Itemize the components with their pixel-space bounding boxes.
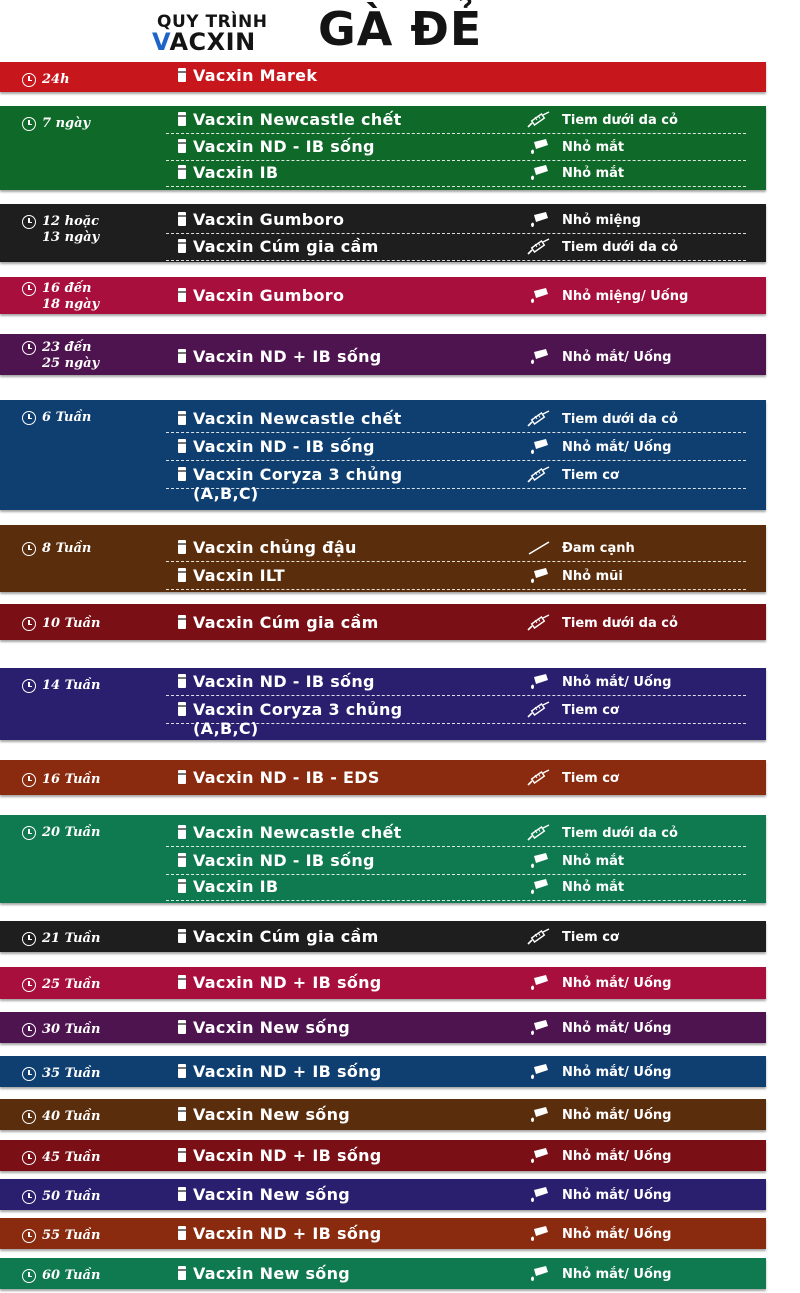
schedule-band bbox=[0, 62, 766, 92]
vaccine-label bbox=[178, 437, 375, 456]
header-line2-v: V bbox=[152, 28, 170, 56]
dropper-icon bbox=[526, 1225, 552, 1243]
vial-icon bbox=[178, 112, 186, 126]
method-label bbox=[526, 466, 619, 484]
method-text: Tiem dưới da cỏ bbox=[562, 239, 678, 255]
day-text: 20 Tuần bbox=[42, 825, 101, 840]
vaccine-name: Vacxin New sống bbox=[193, 1018, 351, 1037]
vaccine-label bbox=[178, 1146, 382, 1165]
syringe-icon bbox=[526, 824, 552, 842]
needle-stick-icon bbox=[526, 539, 552, 557]
day-text: 40 Tuần bbox=[42, 1109, 101, 1124]
vaccine-name: Vacxin ILT bbox=[193, 566, 285, 585]
vaccine-name: Vacxin Newcastle chết bbox=[193, 110, 402, 129]
vial-icon bbox=[178, 1064, 186, 1078]
vaccine-name: Vacxin Gumboro bbox=[193, 210, 345, 229]
clock-icon bbox=[22, 73, 36, 87]
vaccine-label bbox=[178, 566, 285, 585]
vaccine-name: Vacxin Cúm gia cầm bbox=[193, 613, 379, 632]
schedule-band bbox=[0, 204, 766, 262]
vial-icon bbox=[178, 540, 186, 554]
clock-icon bbox=[22, 282, 36, 296]
method-text: Nhỏ mắt bbox=[562, 879, 625, 895]
method-text: Tiem dưới da cỏ bbox=[562, 825, 678, 841]
dropper-icon bbox=[526, 138, 552, 156]
clock-icon bbox=[22, 1067, 36, 1081]
vaccine-row bbox=[166, 1017, 746, 1041]
day-text: 45 Tuần bbox=[42, 1150, 101, 1165]
dropper-icon bbox=[526, 1063, 552, 1081]
vaccine-name: Vacxin Gumboro bbox=[193, 286, 345, 305]
day-text: 21 Tuần bbox=[42, 931, 101, 946]
schedule-band bbox=[0, 760, 766, 795]
schedule-band bbox=[0, 1056, 766, 1087]
clock-icon bbox=[22, 773, 36, 787]
vaccine-label bbox=[178, 110, 402, 129]
vaccine-name: Vacxin Marek bbox=[193, 66, 318, 85]
clock-icon bbox=[22, 1023, 36, 1037]
clock-icon bbox=[22, 1269, 36, 1283]
day-label bbox=[22, 931, 100, 947]
vial-icon bbox=[178, 674, 186, 688]
clock-icon bbox=[22, 1110, 36, 1124]
day-text: 35 Tuần bbox=[42, 1066, 101, 1081]
syringe-icon bbox=[526, 410, 552, 428]
syringe-icon bbox=[526, 238, 552, 256]
vaccine-label bbox=[178, 210, 344, 229]
day-label bbox=[22, 616, 100, 632]
method-label bbox=[526, 567, 623, 585]
vaccine-row bbox=[166, 1184, 746, 1208]
day-text: 60 Tuần bbox=[42, 1268, 101, 1283]
schedule-band bbox=[0, 1140, 766, 1171]
clock-icon bbox=[22, 215, 36, 229]
syringe-icon bbox=[526, 769, 552, 787]
vaccine-name: Vacxin ND - IB sống bbox=[193, 851, 375, 870]
method-label bbox=[526, 673, 671, 691]
dropper-icon bbox=[526, 1147, 552, 1165]
method-label bbox=[526, 614, 678, 632]
dropper-icon bbox=[526, 287, 552, 305]
clock-icon bbox=[22, 1151, 36, 1165]
syringe-icon bbox=[526, 928, 552, 946]
vaccine-name: Vacxin ND - IB sống bbox=[193, 437, 375, 456]
dropper-icon bbox=[526, 878, 552, 896]
method-text: Nhỏ mắt/ Uống bbox=[562, 1020, 672, 1036]
vial-icon bbox=[178, 68, 186, 82]
syringe-icon bbox=[526, 111, 552, 129]
method-text: Nhỏ mắt/ Uống bbox=[562, 674, 672, 690]
vaccine-row bbox=[166, 1223, 746, 1247]
vaccine-label bbox=[178, 163, 278, 182]
header-line2 bbox=[152, 28, 256, 56]
vaccine-name: Vacxin ND + IB sống bbox=[193, 347, 382, 366]
method-label bbox=[526, 410, 678, 428]
method-label bbox=[526, 1225, 671, 1243]
schedule-band bbox=[0, 1258, 766, 1289]
day-label bbox=[22, 340, 99, 372]
day-label bbox=[22, 1109, 100, 1125]
vial-icon bbox=[178, 439, 186, 453]
vial-icon bbox=[178, 1020, 186, 1034]
vaccine-row bbox=[166, 1145, 746, 1169]
day-text: 14 Tuần bbox=[42, 678, 101, 693]
dropper-icon bbox=[526, 673, 552, 691]
schedule-band bbox=[0, 277, 766, 314]
day-text: 23 đến 25 ngày bbox=[42, 340, 100, 371]
day-text: 10 Tuần bbox=[42, 616, 101, 631]
method-text: Nhỏ mắt bbox=[562, 165, 625, 181]
vaccine-row bbox=[166, 612, 746, 636]
day-label bbox=[22, 678, 100, 694]
vaccine-row bbox=[166, 1104, 746, 1128]
vaccine-label bbox=[178, 927, 379, 946]
schedule-band bbox=[0, 921, 766, 952]
vaccine-row bbox=[166, 65, 746, 89]
dropper-icon bbox=[526, 211, 552, 229]
day-label bbox=[22, 72, 70, 88]
vaccine-name: Vacxin chủng đậu bbox=[193, 538, 357, 557]
day-text: 8 Tuần bbox=[42, 541, 92, 556]
clock-icon bbox=[22, 617, 36, 631]
clock-icon bbox=[22, 411, 36, 425]
vaccine-label bbox=[178, 851, 375, 870]
day-label bbox=[22, 116, 90, 132]
day-label bbox=[22, 1150, 100, 1166]
method-label bbox=[526, 974, 671, 992]
vial-icon bbox=[178, 975, 186, 989]
vaccine-row bbox=[166, 346, 746, 370]
clock-icon bbox=[22, 679, 36, 693]
schedule-band bbox=[0, 1218, 766, 1249]
day-text: 16 đến 18 ngày bbox=[42, 281, 100, 312]
day-label bbox=[22, 1268, 100, 1284]
vaccine-row bbox=[166, 537, 746, 562]
vaccine-row bbox=[166, 464, 746, 503]
method-label bbox=[526, 769, 619, 787]
vial-icon bbox=[178, 212, 186, 226]
vaccine-row bbox=[166, 850, 746, 875]
clock-icon bbox=[22, 542, 36, 556]
vial-icon bbox=[178, 879, 186, 893]
vaccine-name: Vacxin ND + IB sống bbox=[193, 1062, 382, 1081]
dropper-icon bbox=[526, 1265, 552, 1283]
method-label bbox=[526, 928, 619, 946]
day-label bbox=[22, 772, 100, 788]
vaccine-row bbox=[166, 972, 746, 996]
syringe-icon bbox=[526, 614, 552, 632]
vial-icon bbox=[178, 288, 186, 302]
vial-icon bbox=[178, 165, 186, 179]
day-label bbox=[22, 1066, 100, 1082]
method-label bbox=[526, 348, 671, 366]
method-label bbox=[526, 1147, 671, 1165]
vaccine-row bbox=[166, 408, 746, 433]
day-text: 16 Tuần bbox=[42, 772, 101, 787]
method-label bbox=[526, 1063, 671, 1081]
day-label bbox=[22, 1228, 100, 1244]
schedule-band bbox=[0, 334, 766, 375]
vaccine-row bbox=[166, 876, 746, 901]
vaccine-label bbox=[178, 1264, 350, 1283]
vaccine-label bbox=[178, 286, 344, 305]
method-label bbox=[526, 1106, 671, 1124]
method-text: Nhỏ mắt bbox=[562, 853, 625, 869]
vaccine-name: Vacxin ND - IB - EDS bbox=[193, 768, 380, 787]
method-text: Nhỏ mắt/ Uống bbox=[562, 1266, 672, 1282]
vaccine-label bbox=[178, 973, 382, 992]
vaccine-row bbox=[166, 285, 746, 309]
method-text: Đam cạnh bbox=[562, 540, 635, 556]
vaccine-name: Vacxin Cúm gia cầm bbox=[193, 927, 379, 946]
clock-icon bbox=[22, 932, 36, 946]
vaccine-label bbox=[178, 823, 402, 842]
vaccine-label bbox=[178, 347, 382, 366]
schedule-band bbox=[0, 967, 766, 999]
vaccine-row bbox=[166, 1263, 746, 1287]
method-text: Nhỏ mắt/ Uống bbox=[562, 1187, 672, 1203]
vial-icon bbox=[178, 239, 186, 253]
method-label bbox=[526, 438, 671, 456]
method-text: Nhỏ mắt/ Uống bbox=[562, 975, 672, 991]
dropper-icon bbox=[526, 438, 552, 456]
dropper-icon bbox=[526, 852, 552, 870]
clock-icon bbox=[22, 341, 36, 355]
vial-icon bbox=[178, 1187, 186, 1201]
vaccine-label bbox=[178, 137, 375, 156]
method-label bbox=[526, 211, 641, 229]
method-text: Nhỏ mắt/ Uống bbox=[562, 1226, 672, 1242]
schedule-band bbox=[0, 668, 766, 740]
vial-icon bbox=[178, 1226, 186, 1240]
method-text: Nhỏ mắt/ Uống bbox=[562, 1148, 672, 1164]
vaccine-row bbox=[166, 767, 746, 791]
method-text: Nhỏ mắt/ Uống bbox=[562, 349, 672, 365]
method-text: Nhỏ miệng bbox=[562, 212, 641, 228]
vaccine-row bbox=[166, 209, 746, 234]
vaccine-label bbox=[178, 66, 317, 85]
day-text: 7 ngày bbox=[42, 116, 91, 131]
method-text: Tiem dưới da cỏ bbox=[562, 112, 678, 128]
schedule-band bbox=[0, 400, 766, 510]
vaccine-name: Vacxin Coryza 3 chủng (A,B,C) bbox=[193, 700, 403, 738]
day-label bbox=[22, 410, 91, 426]
vaccine-label bbox=[178, 1062, 382, 1081]
vaccine-row bbox=[166, 109, 746, 134]
method-label bbox=[526, 238, 678, 256]
method-label bbox=[526, 878, 624, 896]
schedule-band bbox=[0, 604, 766, 640]
schedule-band bbox=[0, 1179, 766, 1210]
vial-icon bbox=[178, 770, 186, 784]
vaccine-name: Vacxin Newcastle chết bbox=[193, 823, 402, 842]
vaccine-name: Vacxin ND - IB sống bbox=[193, 137, 375, 156]
vaccine-name: Vacxin Coryza 3 chủng (A,B,C) bbox=[193, 465, 403, 503]
vaccine-row bbox=[166, 1061, 746, 1085]
day-text: 24h bbox=[42, 72, 70, 87]
dropper-icon bbox=[526, 974, 552, 992]
schedule-band bbox=[0, 1012, 766, 1043]
vial-icon bbox=[178, 349, 186, 363]
vaccine-row bbox=[166, 436, 746, 461]
method-label bbox=[526, 287, 688, 305]
vaccine-label bbox=[178, 409, 402, 428]
method-text: Nhỏ mắt/ Uống bbox=[562, 1107, 672, 1123]
method-text: Nhỏ mắt/ Uống bbox=[562, 439, 672, 455]
vaccine-row bbox=[166, 822, 746, 847]
day-label bbox=[22, 214, 99, 246]
method-label bbox=[526, 111, 678, 129]
method-label bbox=[526, 1186, 671, 1204]
method-text: Tiem cơ bbox=[562, 770, 619, 786]
method-text: Tiem dưới da cỏ bbox=[562, 615, 678, 631]
vial-icon bbox=[178, 825, 186, 839]
vaccine-name: Vacxin IB bbox=[193, 163, 279, 182]
vaccine-label bbox=[178, 237, 379, 256]
vial-icon bbox=[178, 853, 186, 867]
method-text: Nhỏ mũi bbox=[562, 568, 623, 584]
vaccine-row bbox=[166, 136, 746, 161]
header-line1: QUY TRÌNH bbox=[157, 12, 268, 32]
method-label bbox=[526, 1019, 671, 1037]
vial-icon bbox=[178, 1148, 186, 1162]
day-text: 30 Tuần bbox=[42, 1022, 101, 1037]
method-text: Nhỏ mắt bbox=[562, 139, 625, 155]
method-label bbox=[526, 539, 635, 557]
vaccine-label bbox=[178, 613, 379, 632]
dropper-icon bbox=[526, 348, 552, 366]
vaccine-label bbox=[178, 1018, 350, 1037]
dropper-icon bbox=[526, 164, 552, 182]
day-text: 50 Tuần bbox=[42, 1189, 101, 1204]
vaccine-row bbox=[166, 699, 746, 738]
day-label bbox=[22, 281, 99, 313]
day-text: 12 hoặc 13 ngày bbox=[42, 214, 100, 245]
day-label bbox=[22, 541, 91, 557]
vaccine-row bbox=[166, 565, 746, 590]
vaccine-label bbox=[178, 700, 402, 738]
day-label bbox=[22, 1022, 100, 1038]
vaccine-row bbox=[166, 236, 746, 261]
clock-icon bbox=[22, 826, 36, 840]
day-text: 25 Tuần bbox=[42, 977, 101, 992]
vaccine-label bbox=[178, 877, 278, 896]
clock-icon bbox=[22, 117, 36, 131]
vaccine-row bbox=[166, 162, 746, 187]
vaccine-name: Vacxin Cúm gia cầm bbox=[193, 237, 379, 256]
syringe-icon bbox=[526, 701, 552, 719]
vial-icon bbox=[178, 1107, 186, 1121]
vaccine-label bbox=[178, 1185, 350, 1204]
vaccine-label bbox=[178, 1224, 382, 1243]
vaccine-row bbox=[166, 671, 746, 696]
vaccine-label bbox=[178, 465, 402, 503]
dropper-icon bbox=[526, 1019, 552, 1037]
day-label bbox=[22, 977, 100, 993]
clock-icon bbox=[22, 1229, 36, 1243]
vaccine-label bbox=[178, 768, 380, 787]
header-line2-rest: ACXIN bbox=[169, 28, 256, 56]
method-text: Tiem cơ bbox=[562, 929, 619, 945]
day-text: 6 Tuần bbox=[42, 410, 92, 425]
method-label bbox=[526, 852, 624, 870]
vaccine-name: Vacxin IB bbox=[193, 877, 279, 896]
dropper-icon bbox=[526, 1186, 552, 1204]
vial-icon bbox=[178, 411, 186, 425]
method-text: Nhỏ miệng/ Uống bbox=[562, 288, 689, 304]
vial-icon bbox=[178, 615, 186, 629]
schedule-band bbox=[0, 815, 766, 903]
vaccine-name: Vacxin ND + IB sống bbox=[193, 1224, 382, 1243]
vial-icon bbox=[178, 467, 186, 481]
vaccine-label bbox=[178, 672, 375, 691]
method-label bbox=[526, 138, 624, 156]
vaccine-name: Vacxin New sống bbox=[193, 1105, 351, 1124]
vial-icon bbox=[178, 139, 186, 153]
vial-icon bbox=[178, 568, 186, 582]
page-header bbox=[0, 0, 800, 56]
vaccine-name: Vacxin ND + IB sống bbox=[193, 973, 382, 992]
schedule-band bbox=[0, 525, 766, 592]
method-label bbox=[526, 1265, 671, 1283]
method-text: Nhỏ mắt/ Uống bbox=[562, 1064, 672, 1080]
schedule-band bbox=[0, 106, 766, 190]
method-text: Tiem dưới da cỏ bbox=[562, 411, 678, 427]
vaccine-name: Vacxin New sống bbox=[193, 1185, 351, 1204]
schedule-band bbox=[0, 1099, 766, 1130]
vial-icon bbox=[178, 929, 186, 943]
vial-icon bbox=[178, 1266, 186, 1280]
day-text: 55 Tuần bbox=[42, 1228, 101, 1243]
method-label bbox=[526, 701, 619, 719]
vaccine-name: Vacxin ND + IB sống bbox=[193, 1146, 382, 1165]
page-title: GÀ ĐẺ bbox=[318, 2, 483, 56]
vaccine-row bbox=[166, 926, 746, 950]
vial-icon bbox=[178, 702, 186, 716]
vaccine-name: Vacxin Newcastle chết bbox=[193, 409, 402, 428]
dropper-icon bbox=[526, 1106, 552, 1124]
vaccine-label bbox=[178, 538, 357, 557]
method-text: Tiem cơ bbox=[562, 702, 619, 718]
dropper-icon bbox=[526, 567, 552, 585]
vaccine-name: Vacxin ND - IB sống bbox=[193, 672, 375, 691]
vaccine-label bbox=[178, 1105, 350, 1124]
syringe-icon bbox=[526, 466, 552, 484]
clock-icon bbox=[22, 978, 36, 992]
day-label bbox=[22, 825, 100, 841]
method-label bbox=[526, 164, 624, 182]
clock-icon bbox=[22, 1190, 36, 1204]
day-label bbox=[22, 1189, 100, 1205]
method-text: Tiem cơ bbox=[562, 467, 619, 483]
method-label bbox=[526, 824, 678, 842]
vaccine-name: Vacxin New sống bbox=[193, 1264, 351, 1283]
